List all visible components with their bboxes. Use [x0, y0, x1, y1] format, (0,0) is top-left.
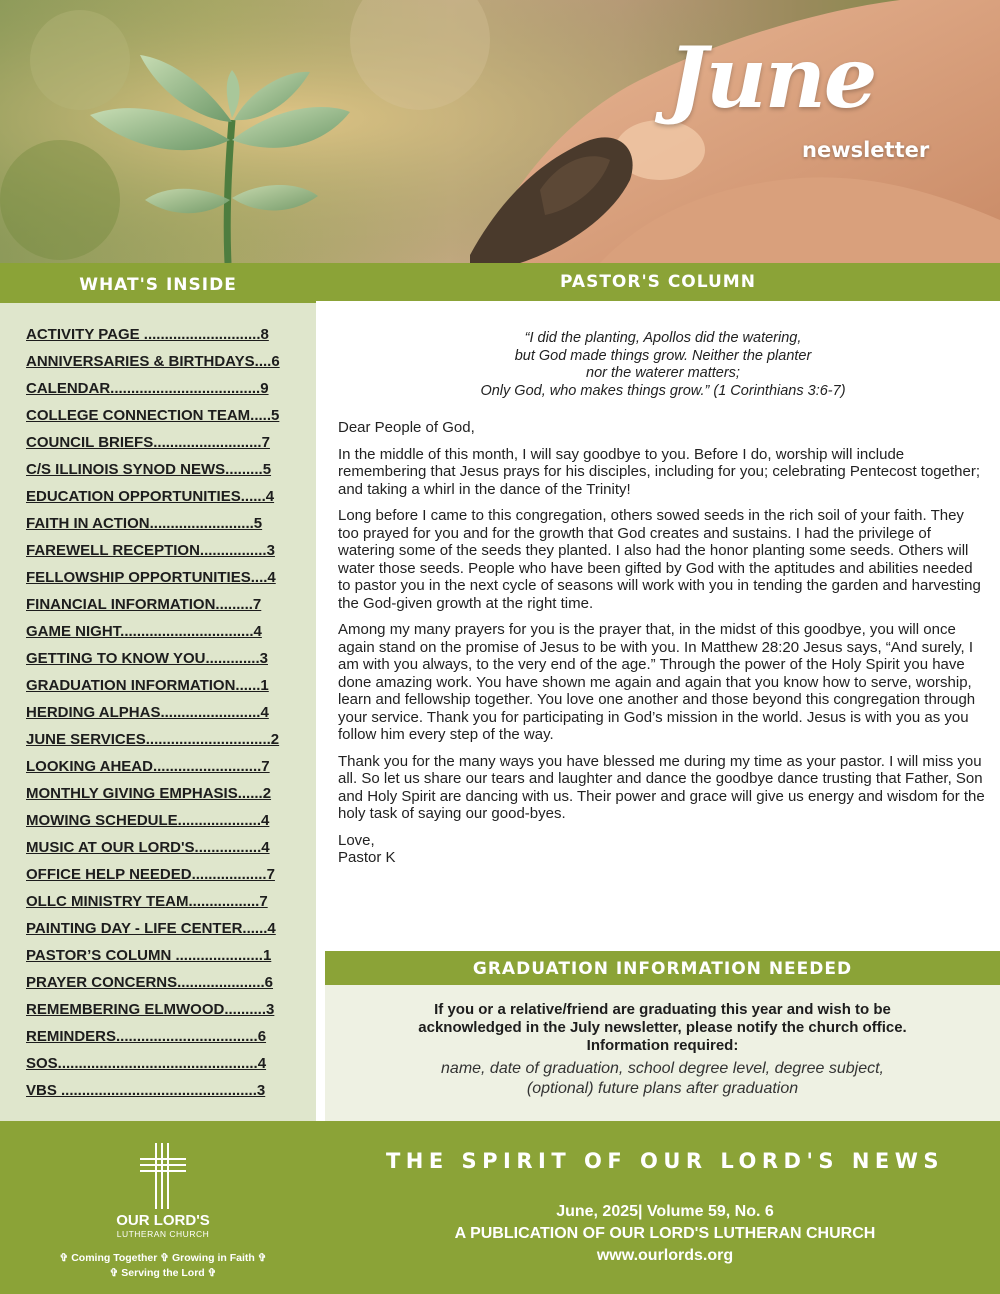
- toc-item[interactable]: MOWING SCHEDULE....................4: [26, 812, 270, 829]
- letter-paragraph: Thank you for the many ways you have blessed me during my time as your pastor. I will miss you all. So let us share our tears and laughter and dance the goodbye dance trusting that Father, Son and Holy Spirit are dancing with us. Their power and grace will give us energy and wisdom for the holy task of saying our good-byes.: [338, 752, 985, 822]
- graduation-line: acknowledged in the July newsletter, please notify the church office.: [418, 1019, 907, 1036]
- toc-item[interactable]: OFFICE HELP NEEDED..................7: [26, 866, 275, 883]
- masthead-title: June: [668, 28, 876, 127]
- toc-item[interactable]: HERDING ALPHAS........................4: [26, 704, 269, 721]
- quote-line: but God made things grow. Neither the planter: [514, 347, 812, 364]
- church-tagline: [40, 1251, 286, 1281]
- graduation-heading: GRADUATION INFORMATION NEEDED: [325, 951, 1000, 985]
- toc-item[interactable]: REMINDERS..................................6: [26, 1028, 267, 1045]
- toc-item[interactable]: FAITH IN ACTION.........................5: [26, 515, 263, 532]
- toc-item[interactable]: GRADUATION INFORMATION......1: [26, 677, 269, 694]
- toc-item[interactable]: LOOKING AHEAD..........................7: [26, 758, 270, 775]
- graduation-line: If you or a relative/friend are graduating this year and wish to be: [434, 1001, 891, 1018]
- pastor-letter: [338, 419, 988, 867]
- toc-item[interactable]: EDUCATION OPPORTUNITIES......4: [26, 488, 275, 505]
- letter-signature: Pastor K: [338, 849, 396, 866]
- graduation-section: [325, 985, 1000, 1121]
- sidebar-heading: WHAT'S INSIDE: [0, 263, 316, 303]
- toc-item[interactable]: JUNE SERVICES..............................2: [26, 731, 280, 748]
- graduation-line: Information required:: [586, 1037, 739, 1054]
- toc-item[interactable]: C/S ILLINOIS SYNOD NEWS.........5: [26, 461, 272, 478]
- toc-item[interactable]: CALENDAR....................................9: [26, 380, 269, 397]
- toc-item[interactable]: PAINTING DAY - LIFE CENTER......4: [26, 920, 276, 937]
- requirement-line: (optional) future plans after graduation: [526, 1080, 799, 1097]
- toc-item[interactable]: COUNCIL BRIEFS..........................7: [26, 434, 270, 451]
- toc-item[interactable]: REMEMBERING ELMWOOD..........3: [26, 1001, 275, 1018]
- graduation-instructions: [325, 1001, 1000, 1055]
- masthead: [668, 28, 968, 168]
- scripture-quote: [338, 330, 988, 400]
- toc-item[interactable]: MONTHLY GIVING EMPHASIS......2: [26, 785, 272, 802]
- church-name: OUR LORD'S: [116, 1212, 210, 1229]
- toc-item[interactable]: GETTING TO KNOW YOU.............3: [26, 650, 268, 667]
- cross-logo-icon: [138, 1143, 188, 1209]
- publication-info: [330, 1201, 1000, 1267]
- pastor-column-heading: PASTOR'S COLUMN: [316, 263, 1000, 301]
- letter-greeting: Dear People of God,: [338, 419, 475, 436]
- website-link[interactable]: www.ourlords.org: [596, 1247, 734, 1264]
- toc-item[interactable]: MUSIC AT OUR LORD'S................4: [26, 839, 270, 856]
- church-subname: LUTHERAN CHURCH: [116, 1229, 210, 1239]
- newsletter-title: THE SPIRIT OF OUR LORD'S NEWS: [385, 1149, 945, 1173]
- toc-item[interactable]: GAME NIGHT................................4: [26, 623, 262, 640]
- letter-paragraph: Among my many prayers for you is the prayer that, in the midst of this goodbye, you will once again stand on the promise of Jesus to be with you. In Matthew 28:20 Jesus says, “And surely, I am with you always, to the very end of the age.” Through the power of the Holy Spirit you have done amazing work. You have shown me again and again that you know how to serve, worship, learn and fellowship together. You love one another and those beyond this congregation through your service. Thank you for participating in God’s mission in the world. Jesus is with you as you follow him every step of the way.: [338, 621, 976, 743]
- toc-item[interactable]: ACTIVITY PAGE ............................8: [26, 326, 269, 343]
- toc-item[interactable]: FAREWELL RECEPTION................3: [26, 542, 275, 559]
- letter-paragraph: Long before I came to this congregation, others sowed seeds in the rich soil of your faith. They too prayed for you and for the growth that God creates and sustains. I had the privilege of watering some of the seeds they planted. I also had the honor planting some seeds. Others will water those seeds. People who have been gifted by God with the aptitudes and abilities needed to pastor you in the next cycle of seasons will work with you in tending the garden and harvesting the God-given growth at the right time.: [338, 507, 981, 612]
- letter-paragraph: In the middle of this month, I will say goodbye to you. Before I do, worship will include remembering that Jesus prays for his disciples, including for you; celebrating Pentecost together; and taking a whirl in the dance of the Trinity!: [338, 445, 980, 498]
- sidebar: [0, 263, 316, 1121]
- publisher-info: A PUBLICATION OF OUR LORD'S LUTHERAN CHURCH: [454, 1225, 876, 1242]
- toc-item[interactable]: PASTOR’S COLUMN .....................1: [26, 947, 272, 964]
- masthead-subtitle: newsletter: [802, 138, 930, 162]
- pastor-column: [338, 330, 988, 876]
- quote-line: Only God, who makes things grow.” (1 Corinthians 3:6-7): [480, 382, 846, 399]
- issue-info: June, 2025| Volume 59, No. 6: [556, 1203, 774, 1220]
- toc-item[interactable]: OLLC MINISTRY TEAM.................7: [26, 893, 268, 910]
- table-of-contents: [0, 303, 316, 1104]
- footer: [0, 1121, 1000, 1294]
- toc-item[interactable]: VBS ...............................................3: [26, 1082, 266, 1099]
- letter-closing: Love,: [338, 831, 375, 849]
- quote-line: nor the waterer matters;: [586, 365, 740, 381]
- tagline-line: ✞ Serving the Lord ✞: [109, 1267, 217, 1279]
- toc-item[interactable]: SOS................................................4: [26, 1055, 267, 1072]
- header-banner: [0, 0, 1000, 263]
- toc-item[interactable]: FELLOWSHIP OPPORTUNITIES....4: [26, 569, 276, 586]
- graduation-requirements: [325, 1059, 1000, 1099]
- requirement-line: name, date of graduation, school degree level, degree subject,: [441, 1060, 884, 1077]
- toc-item[interactable]: ANNIVERSARIES & BIRTHDAYS....6: [26, 353, 280, 370]
- toc-item[interactable]: PRAYER CONCERNS.....................6: [26, 974, 274, 991]
- quote-line: “I did the planting, Apollos did the watering,: [524, 330, 802, 346]
- tagline-line: ✞ Coming Together ✞ Growing in Faith ✞: [59, 1252, 267, 1264]
- toc-item[interactable]: FINANCIAL INFORMATION.........7: [26, 596, 262, 613]
- toc-item[interactable]: COLLEGE CONNECTION TEAM.....5: [26, 407, 280, 424]
